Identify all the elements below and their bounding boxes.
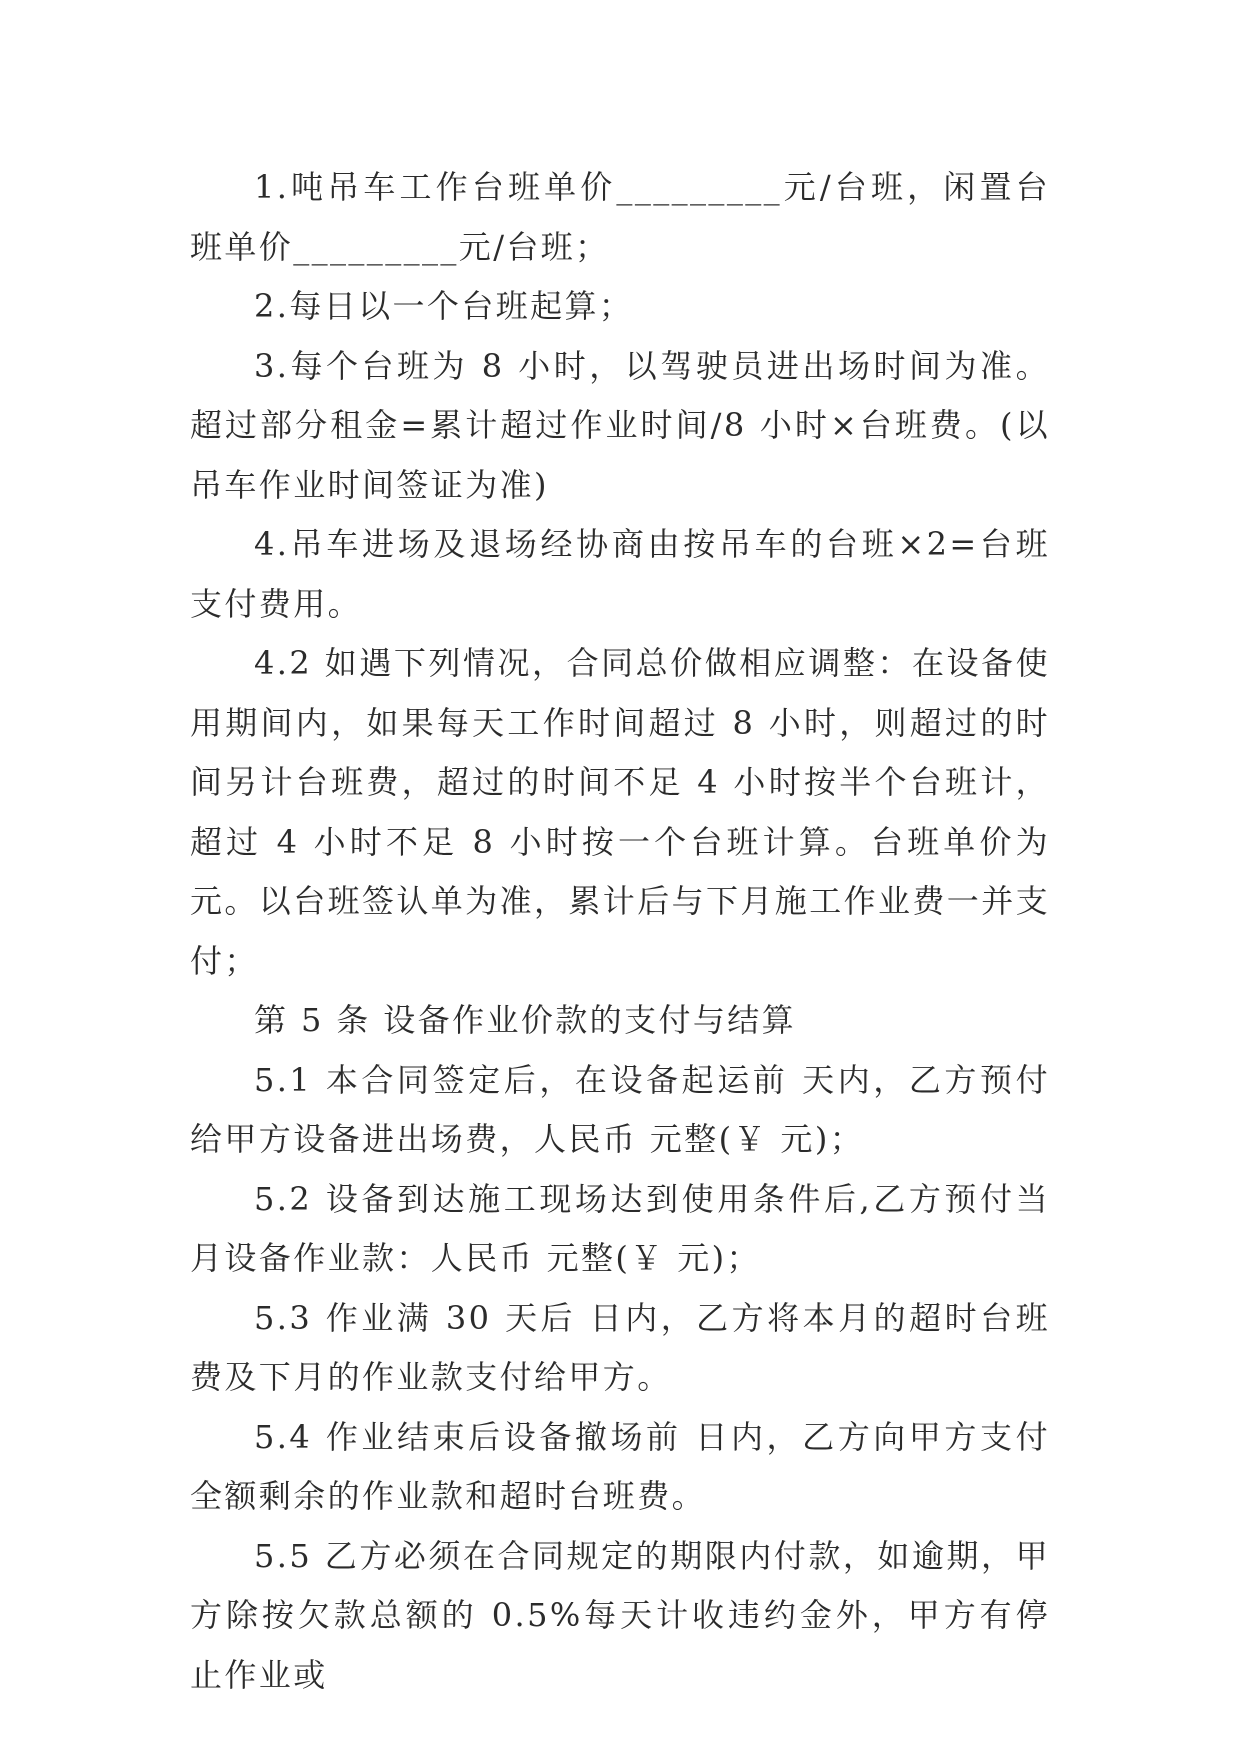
paragraph-5-1-prepayment: 5.1 本合同签定后，在设备起运前 天内，乙方预付给甲方设备进出场费，人民币 元整(￥ 元)；: [190, 1060, 1050, 1158]
document-body: [190, 158, 1050, 1705]
paragraph-2-daily-start: 2.每日以一个台班起算；: [254, 287, 634, 325]
paragraph-5-4-final-payment: 5.4 作业结束后设备撤场前 日内，乙方向甲方支付全额剩余的作业款和超时台班费。: [190, 1417, 1050, 1515]
paragraph-1-unit-price: 1.吨吊车工作台班单价_________元/台班，闲置台班单价_________元/台班；: [190, 168, 1050, 266]
paragraph-5-5-late-payment: 5.5 乙方必须在合同规定的期限内付款，如逾期，甲方除按欠款总额的 0.5%每天计收违约金外，甲方有停止作业或: [190, 1536, 1050, 1694]
article-5-heading: 第 5 条 设备作业价款的支付与结算: [254, 1001, 797, 1039]
paragraph-5-3-monthly-settlement: 5.3 作业满 30 天后 日内，乙方将本月的超时台班费及下月的作业款支付给甲方。: [190, 1298, 1050, 1396]
paragraph-4-entry-exit-fee: 4.吊车进场及退场经协商由按吊车的台班×2=台班支付费用。: [190, 525, 1050, 623]
paragraph-4-2-price-adjustment: 4.2 如遇下列情况，合同总价做相应调整：在设备使用期间内，如果每天工作时间超过 8 小时，则超过的时间另计台班费，超过的时间不足 4 小时按半个台班计，超过 4 小时不足 8 小时按一个台班计算。台班单价为 元。以台班签认单为准，累计后与下月施工作业费一并支付；: [190, 644, 1051, 980]
paragraph-5-2-monthly-prepayment: 5.2 设备到达施工现场达到使用条件后,乙方预付当月设备作业款：人民币 元整(￥ 元)；: [190, 1179, 1050, 1277]
paragraph-3-shift-hours: 3.每个台班为 8 小时，以驾驶员进出场时间为准。超过部分租金=累计超过作业时间/8 小时×台班费。(以吊车作业时间签证为准): [190, 346, 1050, 504]
